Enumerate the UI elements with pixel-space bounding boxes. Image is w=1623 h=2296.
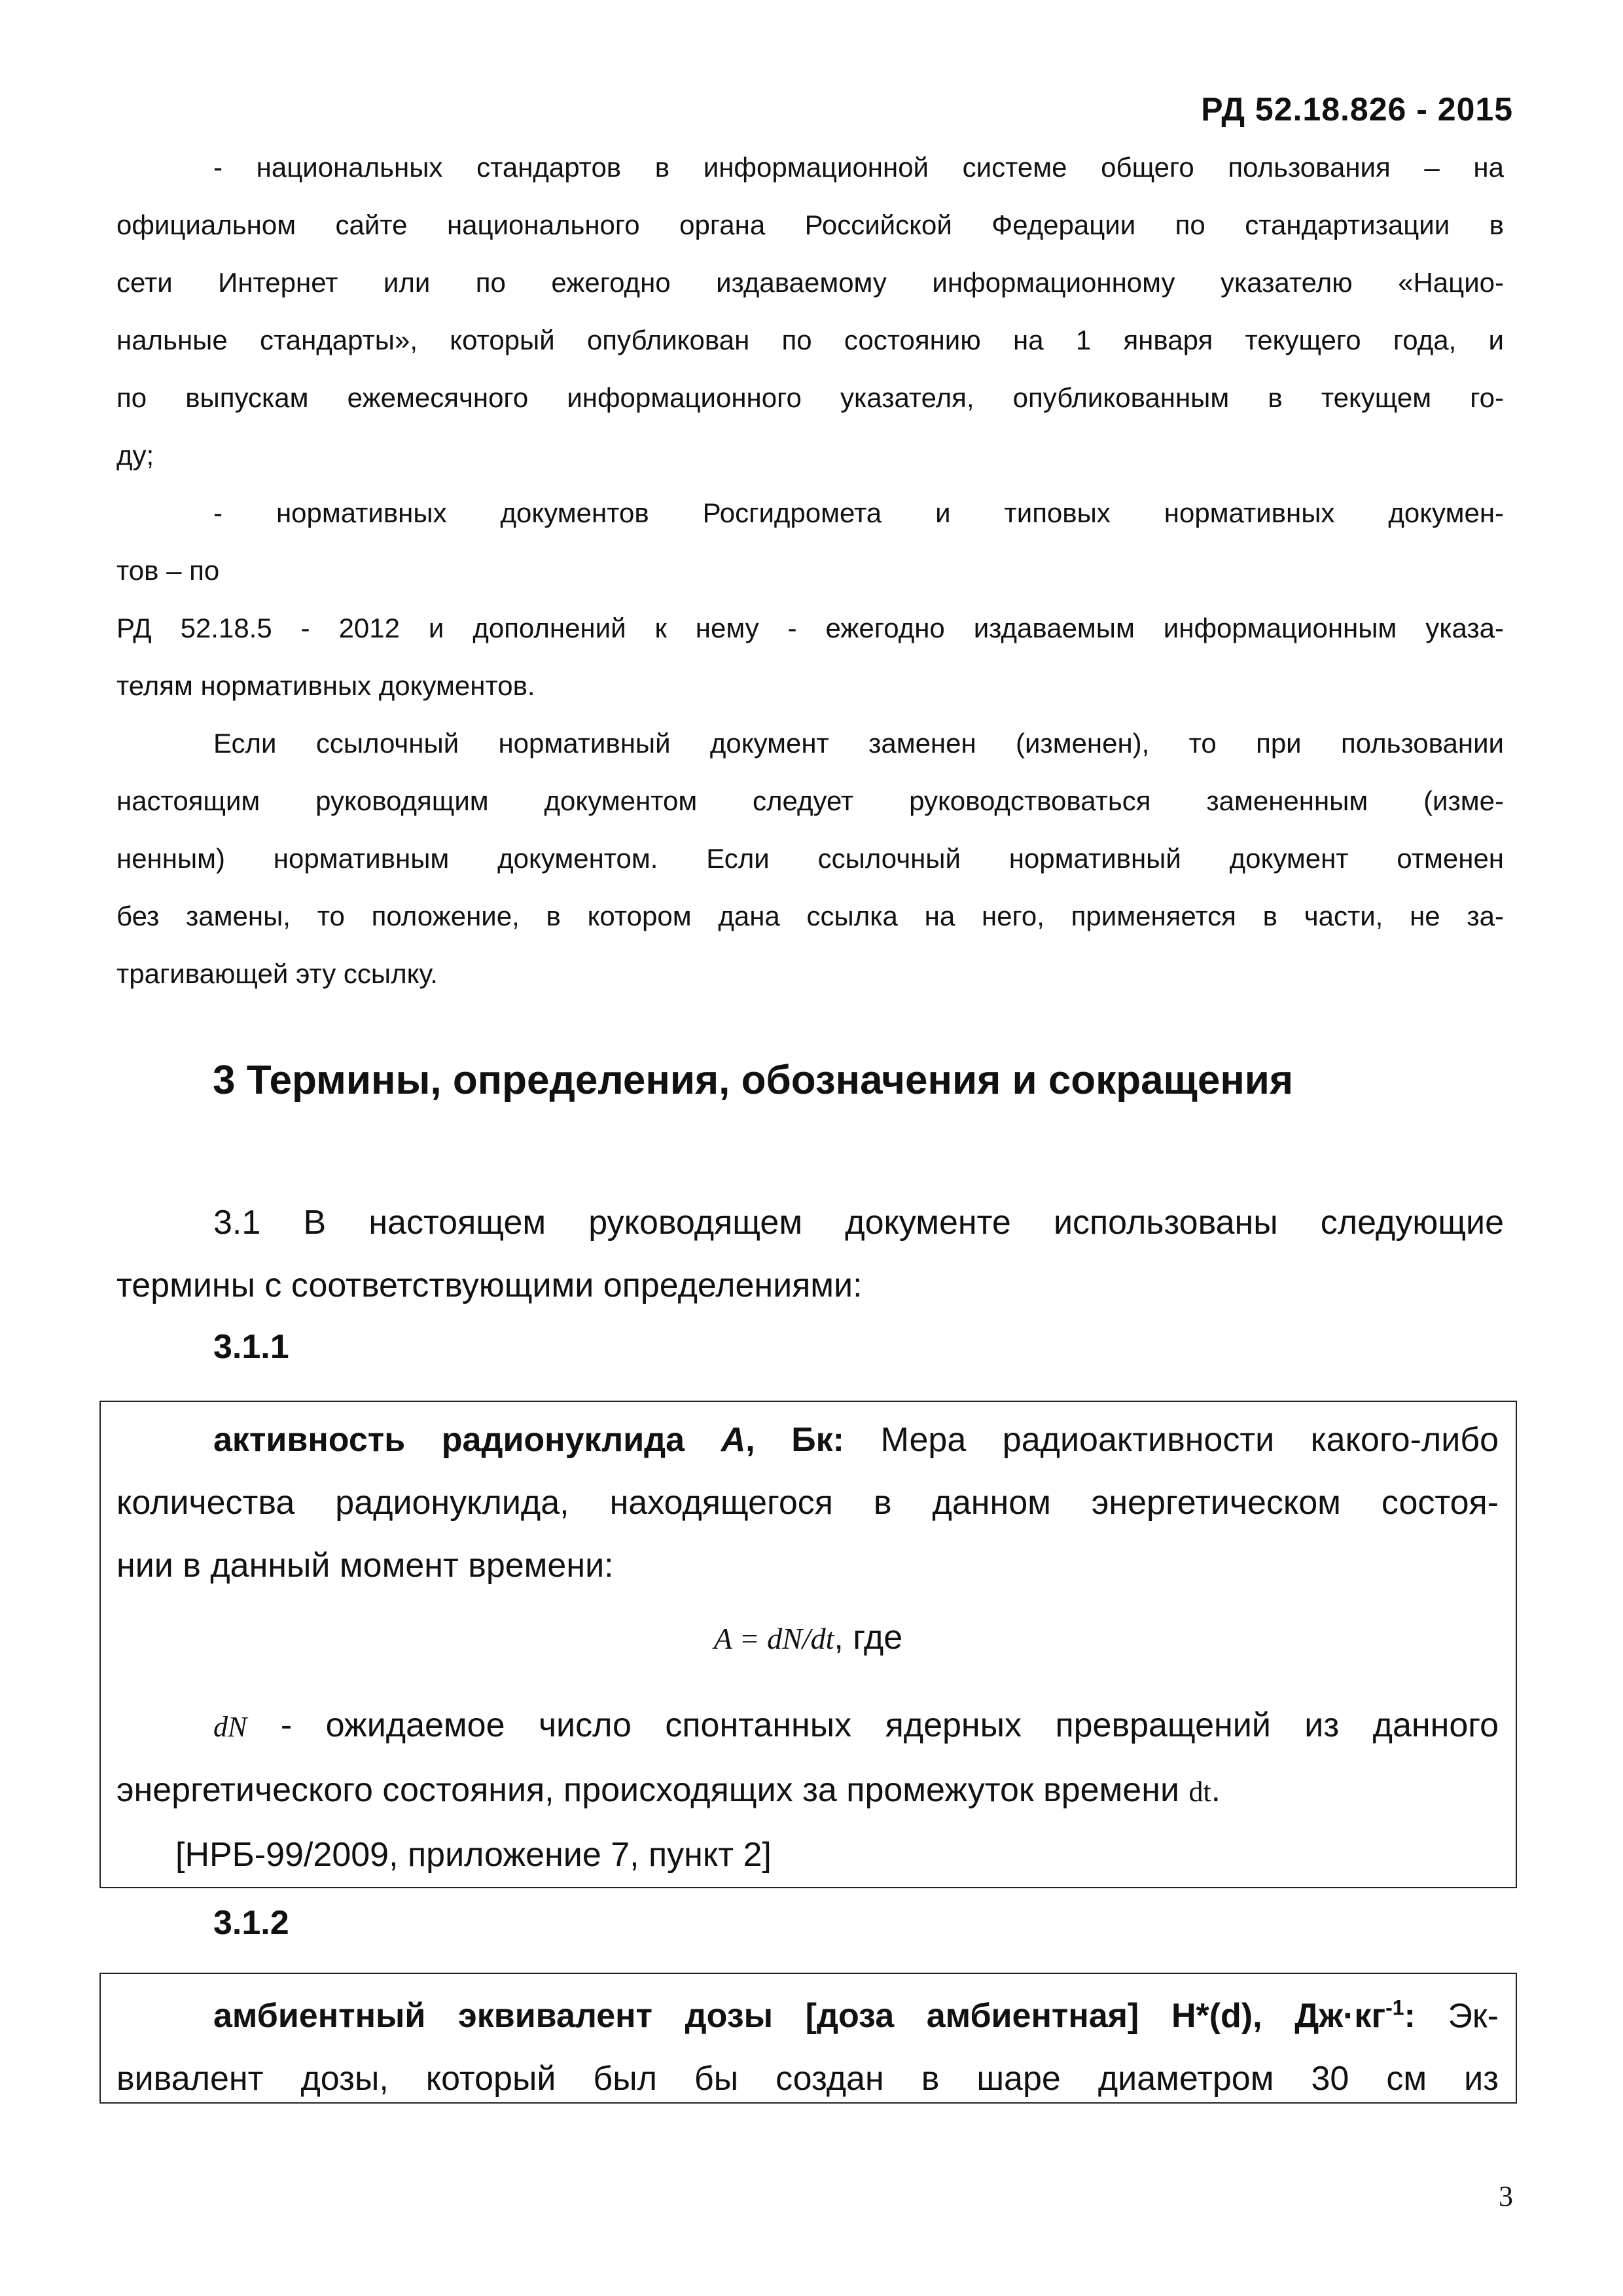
formula xyxy=(101,1618,1516,1657)
definition-line xyxy=(116,1977,1499,2047)
term-symbol: A xyxy=(721,1421,746,1459)
text-line: - национальных стандартов в информационной системе общего пользования – на xyxy=(213,152,1504,183)
variable-text: - ожидаемое число спонтанных ядерных превращений из данного xyxy=(280,1706,1499,1744)
definition-start: Эк- xyxy=(1448,1997,1499,2036)
text-line: телям нормативных документов. xyxy=(116,670,535,701)
text-line: настоящим руководящим документом следует руководствоваться замененным (изме- xyxy=(116,785,1504,816)
text-line: по выпускам ежемесячного информационного указателя, опубликованным в текущем го- xyxy=(116,382,1504,413)
references-paragraph xyxy=(116,139,1504,1003)
definition-line: количества радионуклида, находящегося в данном энергетическом состоя- xyxy=(116,1484,1499,1522)
term-colon: : xyxy=(1404,1997,1416,2036)
page-number: 3 xyxy=(1499,2180,1513,2212)
term-number: 3.1.1 xyxy=(213,1328,289,1366)
variable-line: энергетического состояния, происходящих за промежуток времени dt. xyxy=(116,1771,1221,1809)
text-line: РД 52.18.5 - 2012 и дополнений к нему - ежегодно издаваемым информационным указа- xyxy=(116,613,1504,643)
text-line: официальном сайте национального органа Российской Федерации по стандартизации в xyxy=(116,209,1504,240)
source-reference: [НРБ-99/2009, приложение 7, пункт 2] xyxy=(175,1836,772,1874)
variable-symbol: dN xyxy=(213,1711,247,1743)
term-definition-box xyxy=(99,1973,1517,2104)
variable-description xyxy=(116,1694,1499,1886)
intro-line: 3.1 В настоящем руководящем документе использованы следующие xyxy=(213,1204,1504,1242)
text-line: Если ссылочный нормативный документ заменен (изменен), то при пользовании xyxy=(213,728,1504,759)
section-intro xyxy=(116,1191,1504,1317)
text-line: без замены, то положение, в котором дана ссылка на него, применяется в части, не за- xyxy=(116,901,1504,931)
term-name: активность радионуклида xyxy=(213,1421,685,1459)
intro-line: термины с соответствующими определениями: xyxy=(116,1266,863,1304)
text-line: ду; xyxy=(116,440,154,471)
definition-line: нии в данный момент времени: xyxy=(116,1547,614,1585)
text-line: тов – по xyxy=(116,555,220,586)
term-name-text: амбиентный эквивалент дозы [доза амбиентная] H*(d), Дж·кг xyxy=(213,1997,1386,2036)
variable-symbol: dt xyxy=(1188,1776,1211,1808)
term-definition-box xyxy=(99,1401,1517,1888)
term-unit: , Бк: xyxy=(745,1421,844,1459)
definition-start: Мера радиоактивности какого-либо xyxy=(880,1421,1499,1459)
unit-exponent: -1 xyxy=(1385,1996,1404,2020)
formula-expression: A = dN/dt xyxy=(713,1622,834,1655)
text-line: ненным) нормативным документом. Если ссылочный нормативный документ отменен xyxy=(116,843,1504,874)
formula-suffix: , где xyxy=(834,1619,903,1657)
text-line: трагивающей эту ссылку. xyxy=(116,958,438,989)
definition-line: вивалент дозы, который был бы создан в шаре диаметром 30 см из xyxy=(116,2060,1499,2098)
text-line: нальные стандарты», который опубликован по состоянию на 1 января текущего года, и xyxy=(116,325,1504,355)
term-name xyxy=(213,1997,1416,2035)
term-number: 3.1.2 xyxy=(213,1904,289,1942)
section-heading: 3 Термины, определения, обозначения и сокращения xyxy=(213,1058,1294,1103)
text-line: сети Интернет или по ежегодно издаваемому информационному указателю «Нацио- xyxy=(116,267,1504,298)
text-line: - нормативных документов Росгидромета и типовых нормативных докумен- xyxy=(213,497,1504,528)
definition-text xyxy=(116,1977,1499,2110)
document-id: РД 52.18.826 - 2015 xyxy=(1201,91,1513,128)
variable-text: энергетического состояния, происходящих за промежуток времени xyxy=(116,1771,1179,1809)
definition-line xyxy=(116,1408,1499,1471)
variable-line xyxy=(116,1694,1499,1759)
definition-text xyxy=(116,1408,1499,1597)
